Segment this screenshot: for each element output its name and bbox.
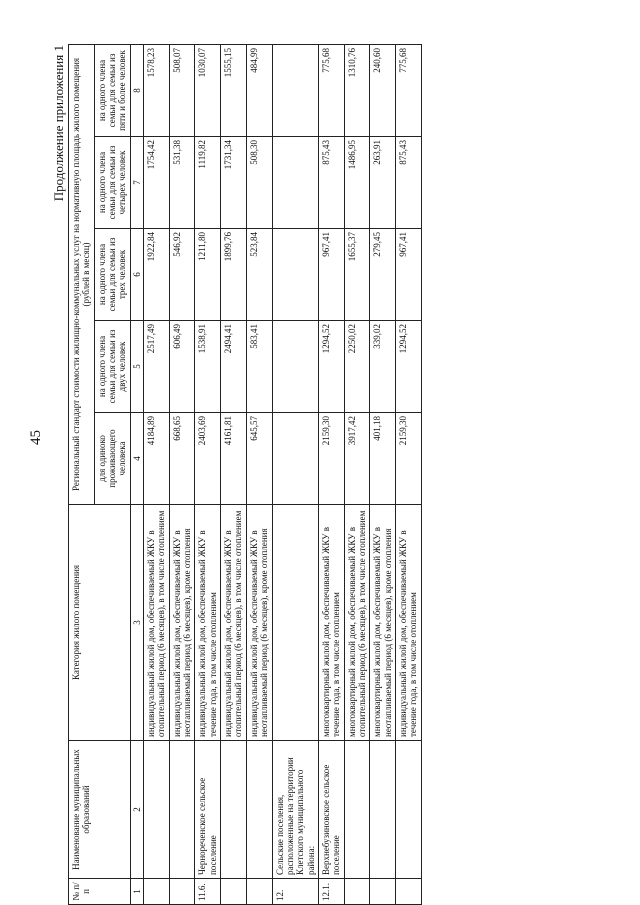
value-family-4: 263,91 [370, 137, 396, 229]
value-family-3 [272, 229, 318, 321]
table-row [169, 44, 195, 904]
header-family-3: на одного члена семьи для семьи из трех человек [94, 229, 130, 321]
appendix-note: Продолжение приложения 1 [51, 45, 66, 202]
rotated-document [50, 45, 610, 905]
value-family-4 [272, 137, 318, 229]
value-family-5 [272, 44, 318, 136]
table-row [370, 44, 396, 904]
value-family-4: 1731,34 [221, 137, 247, 229]
index-cell: 1 [130, 879, 143, 905]
municipality-name [169, 741, 195, 879]
value-single: 2403,69 [195, 413, 221, 505]
value-family-2: 2250,02 [344, 321, 370, 413]
municipality-name: Сельские поселения, расположенные на территории Клетского муниципального района: [272, 741, 318, 879]
header-family-5: на одного члена семьи для семьи из пяти и более человек [94, 44, 130, 136]
housing-category: индивидуальный жилой дом, обеспечиваемый ЖКУ в отопительный период (6 месяцев), в том числе отоплением [221, 505, 247, 741]
row-number [344, 879, 370, 905]
row-number [370, 879, 396, 905]
value-family-4: 875,43 [395, 137, 421, 229]
value-family-2: 339,02 [370, 321, 396, 413]
value-family-5: 775,68 [318, 44, 344, 136]
index-cell: 2 [130, 741, 143, 879]
header-family-4: на одного члена семьи для семьи из четырех человек [94, 137, 130, 229]
value-family-4: 875,43 [318, 137, 344, 229]
value-family-3: 1899,76 [221, 229, 247, 321]
value-family-3: 967,41 [395, 229, 421, 321]
value-family-2: 1294,52 [395, 321, 421, 413]
row-number [169, 879, 195, 905]
value-family-4: 1119,82 [195, 137, 221, 229]
value-family-5: 1555,15 [221, 44, 247, 136]
value-family-2: 583,41 [246, 321, 272, 413]
value-family-3: 279,45 [370, 229, 396, 321]
table-row [144, 44, 170, 904]
value-family-3: 546,92 [169, 229, 195, 321]
value-single: 401,18 [370, 413, 396, 505]
housing-category: многоквартирный жилой дом, обеспечиваемый ЖКУ в течение года, в том числе отоплением [318, 505, 344, 741]
value-single: 2159,30 [395, 413, 421, 505]
municipality-name [395, 741, 421, 879]
header-municipality: Наименование муниципальных образований [69, 741, 131, 879]
municipality-name [246, 741, 272, 879]
value-family-4: 1754,42 [144, 137, 170, 229]
municipality-name [344, 741, 370, 879]
table-row [318, 44, 344, 904]
value-family-5: 1030,07 [195, 44, 221, 136]
row-number [395, 879, 421, 905]
header-no: № п/п [69, 879, 131, 905]
value-family-3: 967,41 [318, 229, 344, 321]
value-single: 4184,89 [144, 413, 170, 505]
row-number: 12. [272, 879, 318, 905]
header-family-2: на одного члена семьи для семьи из двух человек [94, 321, 130, 413]
housing-category: индивидуальный жилой дом, обеспечиваемый ЖКУ в течение года, в том числе отоплением [195, 505, 221, 741]
index-cell: 8 [130, 44, 143, 136]
housing-category: многоквартирный жилой дом, обеспечиваемый ЖКУ в отопительный период (6 месяцев), в том числе отоплением [344, 505, 370, 741]
tariff-table [68, 44, 422, 905]
row-number [144, 879, 170, 905]
municipality-name [144, 741, 170, 879]
value-family-2: 1294,52 [318, 321, 344, 413]
header-row-1 [69, 44, 95, 904]
municipality-name [370, 741, 396, 879]
value-family-4: 1486,95 [344, 137, 370, 229]
index-cell: 3 [130, 505, 143, 741]
page-number: 45 [28, 430, 44, 445]
housing-category: индивидуальный жилой дом, обеспечиваемый ЖКУ в неотапливаемый период (6 месяцев), кроме отопления [246, 505, 272, 741]
value-single: 4161,81 [221, 413, 247, 505]
table-row [344, 44, 370, 904]
row-number [221, 879, 247, 905]
value-family-5: 484,99 [246, 44, 272, 136]
row-number [246, 879, 272, 905]
value-family-2 [272, 321, 318, 413]
municipality-name [221, 741, 247, 879]
value-single [272, 413, 318, 505]
header-standard-group: Региональный стандарт стоимости жилищно-коммунальных услуг на нормативную площадь жилого помещения (рублей в месяц) [69, 44, 95, 504]
index-cell: 7 [130, 137, 143, 229]
value-family-4: 531,38 [169, 137, 195, 229]
municipality-name: Верхнебузиновское сельское поселение [318, 741, 344, 879]
value-family-2: 2517,49 [144, 321, 170, 413]
value-family-5: 240,60 [370, 44, 396, 136]
housing-category: индивидуальный жилой дом, обеспечиваемый ЖКУ в неотапливаемый период (6 месяцев), кроме отопления [169, 505, 195, 741]
housing-category: многоквартирный жилой дом, обеспечиваемый ЖКУ в неотапливаемый период (6 месяцев), кроме отопления [370, 505, 396, 741]
value-single: 3917,42 [344, 413, 370, 505]
table-row [195, 44, 221, 904]
index-cell: 6 [130, 229, 143, 321]
housing-category [272, 505, 318, 741]
table-row [246, 44, 272, 904]
value-single: 645,57 [246, 413, 272, 505]
header-single: для одиноко проживающего человека [94, 413, 130, 505]
value-family-3: 1655,37 [344, 229, 370, 321]
value-family-2: 606,49 [169, 321, 195, 413]
value-family-5: 508,07 [169, 44, 195, 136]
value-family-3: 1211,80 [195, 229, 221, 321]
housing-category: индивидуальный жилой дом, обеспечиваемый ЖКУ в отопительный период (6 месяцев), в том числе отоплением [144, 505, 170, 741]
municipality-name: Чернореченское сельское поселение [195, 741, 221, 879]
table-row [395, 44, 421, 904]
value-family-4: 508,30 [246, 137, 272, 229]
index-cell: 5 [130, 321, 143, 413]
column-index-row [130, 44, 143, 904]
value-family-2: 2494,41 [221, 321, 247, 413]
value-family-3: 523,84 [246, 229, 272, 321]
housing-category: индивидуальный жилой дом, обеспечиваемый ЖКУ в течение года, в том числе отоплением [395, 505, 421, 741]
table-row [272, 44, 318, 904]
value-family-5: 1578,23 [144, 44, 170, 136]
row-number: 11.6. [195, 879, 221, 905]
value-single: 668,65 [169, 413, 195, 505]
row-number: 12.1. [318, 879, 344, 905]
value-family-3: 1922,84 [144, 229, 170, 321]
header-category: Категория жилого помещения [69, 505, 131, 741]
value-single: 2159,30 [318, 413, 344, 505]
table-row [221, 44, 247, 904]
value-family-2: 1538,91 [195, 321, 221, 413]
value-family-5: 1310,76 [344, 44, 370, 136]
index-cell: 4 [130, 413, 143, 505]
value-family-5: 775,68 [395, 44, 421, 136]
